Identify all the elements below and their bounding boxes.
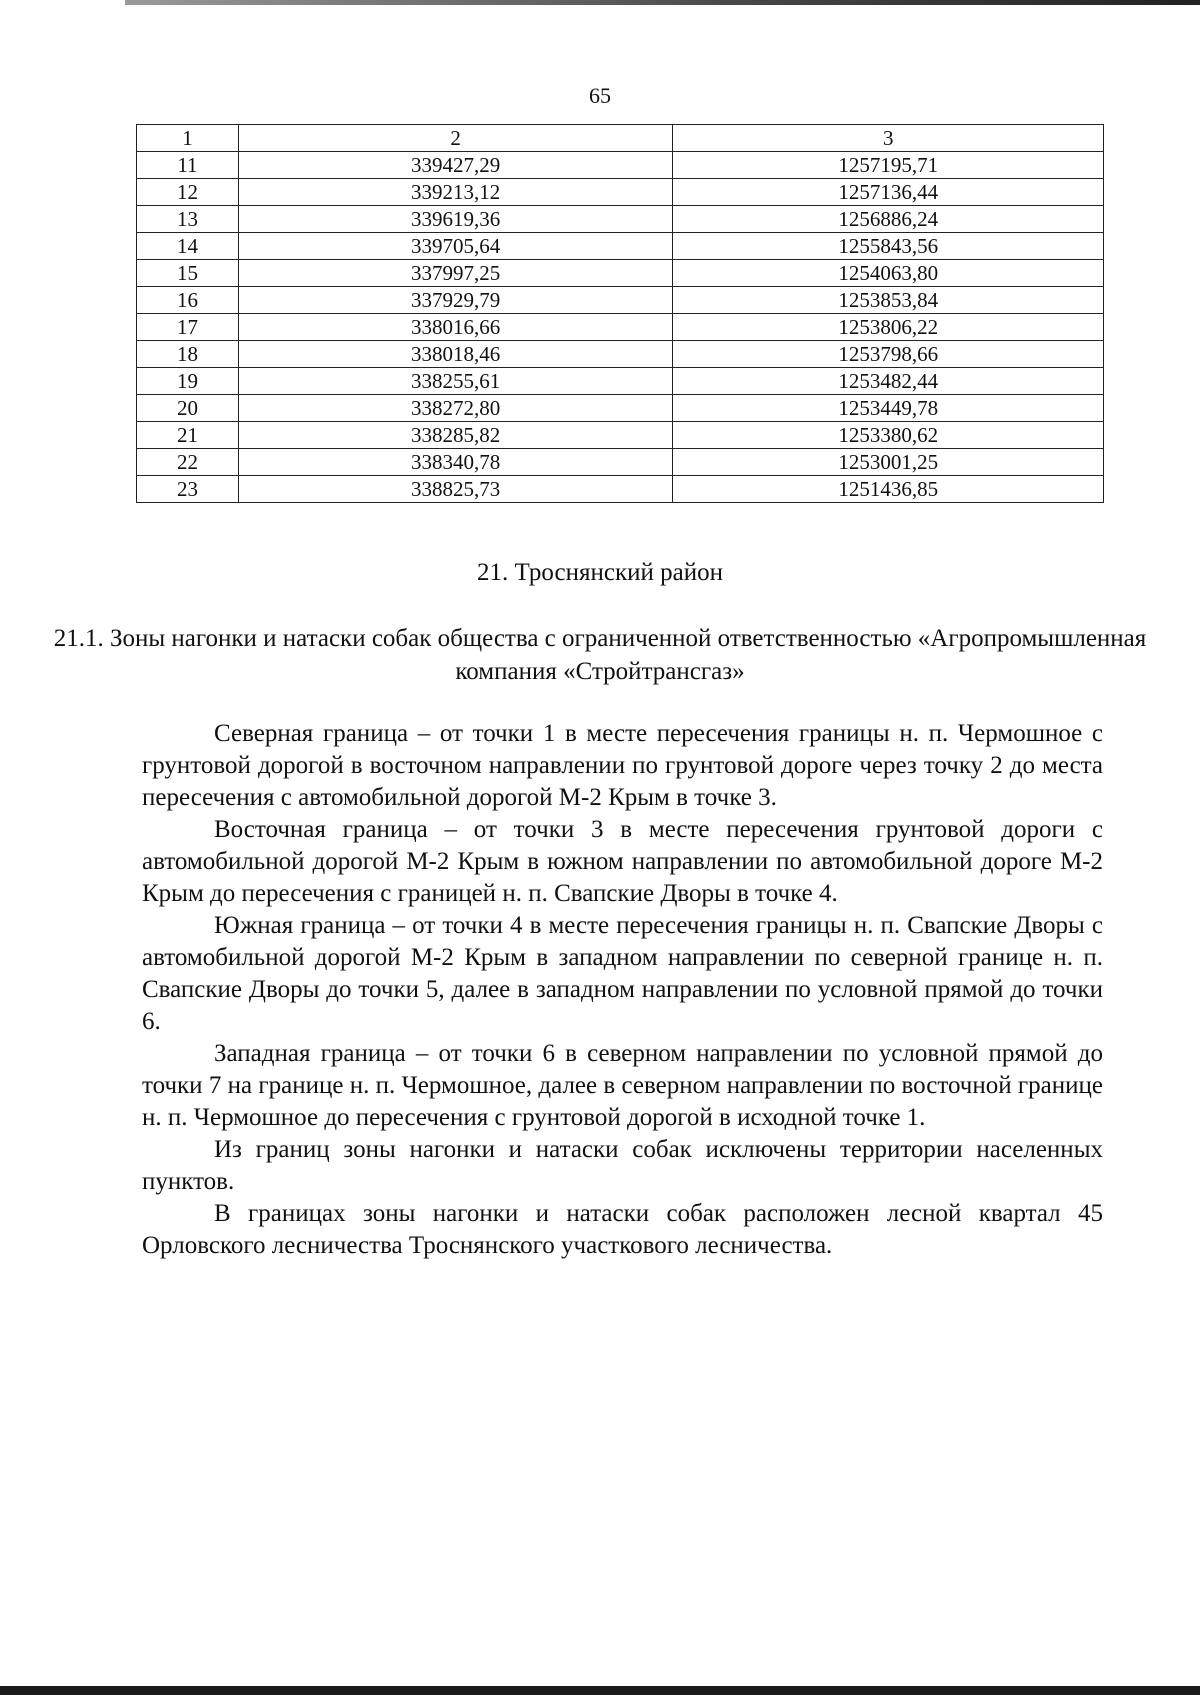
x-coordinate-cell: 338285,82 xyxy=(238,422,673,449)
y-coordinate-cell: 1254063,80 xyxy=(673,260,1104,287)
table-row xyxy=(137,152,1104,179)
y-coordinate-cell: 1255843,56 xyxy=(673,233,1104,260)
table-row xyxy=(137,260,1104,287)
point-number-cell: 14 xyxy=(137,233,239,260)
paragraph-exclusions: Из границ зоны нагонки и натаски собак исключены территории населенных пунктов. xyxy=(142,1136,1103,1195)
table-row xyxy=(137,449,1104,476)
document-body xyxy=(142,718,1103,1262)
point-number-cell: 21 xyxy=(137,422,239,449)
point-number-cell: 20 xyxy=(137,395,239,422)
y-coordinate-cell: 1257136,44 xyxy=(673,179,1104,206)
y-coordinate-cell: 1256886,24 xyxy=(673,206,1104,233)
table-row xyxy=(137,395,1104,422)
point-number-cell: 11 xyxy=(137,152,239,179)
x-coordinate-cell: 339213,12 xyxy=(238,179,673,206)
table-header-cell: 1 xyxy=(137,125,239,152)
table-row xyxy=(137,233,1104,260)
paragraph-north-boundary: Северная граница – от точки 1 в месте пересечения границы н. п. Чермошное с грунтовой дорогой в восточном направлении по грунтовой дороге через точку 2 до места пересечения с автомобильной дорогой М-2 Крым в точке 3. xyxy=(142,720,1103,811)
section-title: 21. Троснянский район xyxy=(477,559,723,586)
table-row xyxy=(137,368,1104,395)
x-coordinate-cell: 338016,66 xyxy=(238,314,673,341)
y-coordinate-cell: 1253806,22 xyxy=(673,314,1104,341)
coordinates-table xyxy=(136,124,1104,503)
subsection-title: 21.1. Зоны нагонки и натаски собак общества с ограниченной ответственностью «Агропромышленная компания «Стройтрансгаз» xyxy=(53,625,1147,685)
point-number-cell: 13 xyxy=(137,206,239,233)
x-coordinate-cell: 338018,46 xyxy=(238,341,673,368)
y-coordinate-cell: 1253853,84 xyxy=(673,287,1104,314)
table-header-cell: 2 xyxy=(238,125,673,152)
y-coordinate-cell: 1253001,25 xyxy=(673,449,1104,476)
table-row xyxy=(137,179,1104,206)
y-coordinate-cell: 1253380,62 xyxy=(673,422,1104,449)
y-coordinate-cell: 1253798,66 xyxy=(673,341,1104,368)
point-number-cell: 17 xyxy=(137,314,239,341)
x-coordinate-cell: 339705,64 xyxy=(238,233,673,260)
point-number-cell: 22 xyxy=(137,449,239,476)
y-coordinate-cell: 1253482,44 xyxy=(673,368,1104,395)
y-coordinate-cell: 1253449,78 xyxy=(673,395,1104,422)
point-number-cell: 19 xyxy=(137,368,239,395)
point-number-cell: 18 xyxy=(137,341,239,368)
table-row xyxy=(137,314,1104,341)
x-coordinate-cell: 338825,73 xyxy=(238,476,673,503)
x-coordinate-cell: 339619,36 xyxy=(238,206,673,233)
x-coordinate-cell: 338272,80 xyxy=(238,395,673,422)
table-row xyxy=(137,476,1104,503)
paragraph-south-boundary: Южная граница – от точки 4 в месте пересечения границы н. п. Свапские Дворы с автомобильной дорогой М-2 Крым в западном направлении по северной границе н. п. Свапские Дворы до точки 5, далее в западном направлении по условной прямой до точки 6. xyxy=(142,912,1103,1035)
table-header-cell: 3 xyxy=(673,125,1104,152)
y-coordinate-cell: 1251436,85 xyxy=(673,476,1104,503)
scan-bottom-border xyxy=(0,1686,1200,1695)
x-coordinate-cell: 337997,25 xyxy=(238,260,673,287)
paragraph-forest-quarter: В границах зоны нагонки и натаски собак расположен лесной квартал 45 Орловского лесничества Троснянского участкового лесничества. xyxy=(142,1200,1103,1259)
x-coordinate-cell: 339427,29 xyxy=(238,152,673,179)
paragraph-west-boundary: Западная граница – от точки 6 в северном направлении по условной прямой до точки 7 на границе н. п. Чермошное, далее в северном направлении по восточной границе н. п. Чермошное до пересечения с грунтовой дорогой в исходной точке 1. xyxy=(142,1040,1103,1131)
y-coordinate-cell: 1257195,71 xyxy=(673,152,1104,179)
table-row xyxy=(137,206,1104,233)
paragraph-east-boundary: Восточная граница – от точки 3 в месте пересечения грунтовой дороги с автомобильной дорогой М-2 Крым в южном направлении по автомобильной дороге М-2 Крым до пересечения с границей н. п. Свапские Дворы в точке 4. xyxy=(142,816,1103,907)
table-row xyxy=(137,422,1104,449)
x-coordinate-cell: 338340,78 xyxy=(238,449,673,476)
point-number-cell: 15 xyxy=(137,260,239,287)
x-coordinate-cell: 338255,61 xyxy=(238,368,673,395)
scan-top-border xyxy=(125,0,1200,5)
point-number-cell: 23 xyxy=(137,476,239,503)
x-coordinate-cell: 337929,79 xyxy=(238,287,673,314)
point-number-cell: 12 xyxy=(137,179,239,206)
table-row xyxy=(137,341,1104,368)
page-number: 65 xyxy=(589,83,611,108)
point-number-cell: 16 xyxy=(137,287,239,314)
table-row xyxy=(137,287,1104,314)
table-header-row xyxy=(137,125,1104,152)
